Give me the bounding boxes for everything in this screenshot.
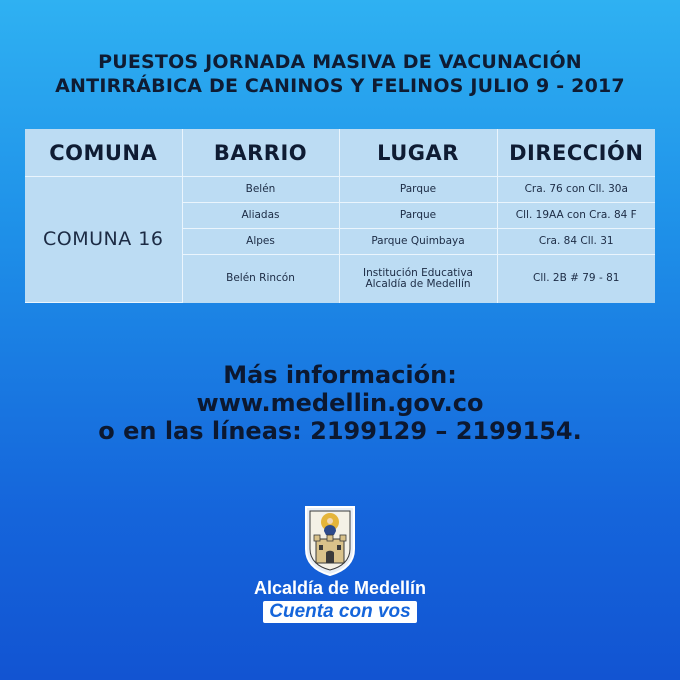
brand-name: Alcaldía de Medellín [253, 578, 427, 598]
lugar-cell: Institución Educativa Alcaldía de Medellín [339, 254, 497, 302]
header-direccion: DIRECCIÓN [497, 129, 655, 177]
barrio-cell: Aliadas [182, 202, 339, 228]
header-lugar: LUGAR [339, 129, 497, 177]
barrio-cell: Belén Rincón [182, 254, 339, 302]
brand-block [0, 578, 680, 623]
table-row [25, 177, 655, 203]
info-heading: Más información: [223, 361, 457, 389]
direccion-cell: Cll. 19AA con Cra. 84 F [497, 202, 655, 228]
lugar-cell: Parque Quimbaya [339, 228, 497, 254]
page-title [0, 50, 680, 98]
phone-lines: o en las líneas: 2199129 – 2199154. [98, 417, 582, 445]
lugar-cell: Parque [339, 202, 497, 228]
barrio-cell: Alpes [182, 228, 339, 254]
comuna-cell: COMUNA 16 [25, 177, 182, 303]
header-barrio: BARRIO [182, 129, 339, 177]
direccion-cell: Cra. 84 Cll. 31 [497, 228, 655, 254]
title-line-2: ANTIRRÁBICA DE CANINOS Y FELINOS JULIO 9 - 2017 [55, 75, 625, 97]
vaccination-schedule-table [25, 129, 655, 303]
direccion-cell: Cll. 2B # 79 - 81 [533, 272, 620, 285]
table-header-row [25, 129, 655, 177]
header-comuna: COMUNA [25, 129, 182, 177]
medellin-coat-of-arms-icon [302, 505, 358, 577]
direccion-cell: Cra. 76 con Cll. 30a [497, 177, 655, 203]
title-line-1: PUESTOS JORNADA MASIVA DE VACUNACIÓN [98, 51, 582, 73]
lugar-cell: Parque [339, 177, 497, 203]
barrio-cell: Belén [182, 177, 339, 203]
brand-tagline: Cuenta con vos [263, 601, 416, 623]
website-text: www.medellin.gov.co [196, 389, 484, 417]
more-info [0, 361, 680, 445]
